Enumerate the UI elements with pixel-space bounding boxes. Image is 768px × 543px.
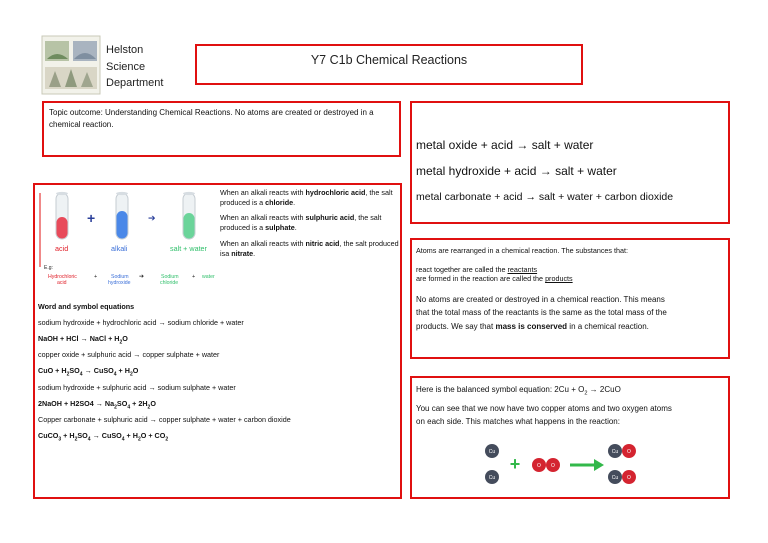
mass-paragraph-end-post: in a chemical reaction. (567, 321, 649, 331)
acid-name: sulphuric acid (305, 213, 355, 223)
alkali-text-pre: When an alkali reacts with (220, 213, 306, 223)
general-equation-3: metal carbonate + acid → salt + water + carbon dioxide (416, 191, 674, 203)
balanced-explain-line: You can see that we now have two copper atoms and two oxygen atoms (416, 404, 672, 414)
acid-name: nitric acid (305, 238, 340, 248)
example-arrow: ➔ (139, 273, 145, 280)
example-hydrochloric-acid: Hydrochloric acid (48, 274, 77, 286)
products-line (416, 274, 724, 284)
oxygen-atom-label: O (627, 474, 631, 481)
test-tube-diagram (37, 189, 247, 293)
example-sodium-hydroxide: Sodium hydroxide (108, 274, 131, 286)
equation-line: Copper carbonate + sulphuric acid → copper sulphate + water + carbon dioxide (38, 414, 291, 424)
copper-atom-label: Cu (488, 448, 496, 455)
word-symbol-heading-text: Word and symbol equations (38, 302, 135, 311)
dept-line-2: Science (106, 60, 146, 73)
equation-line: sodium hydroxide + hydrochloric acid → sodium chloride + water (38, 318, 244, 328)
reaction-arrow-icon (570, 459, 604, 471)
alkali-reaction-nitric (220, 239, 400, 258)
copper-atom-label: Cu (611, 448, 619, 455)
page-title: Y7 C1b Chemical Reactions (310, 53, 468, 67)
atom-reaction-svg (478, 440, 648, 490)
mass-paragraph-end-pre: products. We say that (416, 321, 496, 331)
alkali-text-post: . (293, 197, 296, 207)
alkali-reaction-hydrochloric (220, 188, 400, 207)
tube-plus-sign: + (87, 210, 96, 226)
salt-water-liquid (184, 213, 195, 239)
equation-line: NaOH + HCl → NaCl + $H_2O$ (38, 334, 128, 346)
reactants-line (416, 265, 724, 275)
example-sodium-chloride: Sodium chloride (160, 274, 179, 286)
dept-line-3: Department (106, 77, 164, 89)
mass-conservation-paragraph (416, 293, 724, 333)
alkali-text-pre: When an alkali reacts with (220, 238, 306, 248)
salt-name: sulphate (265, 223, 295, 233)
mass-paragraph-line: No atoms are created or destroyed in a chemical reaction. This means (416, 295, 665, 305)
dept-line-1: Helston (106, 44, 144, 56)
word-symbol-heading (38, 302, 398, 312)
alkali-label: alkali (111, 244, 128, 253)
topic-outcome-text: Topic outcome: Understanding Chemical Reactions. No atoms are created or destroyed in a chemical reaction. (49, 108, 374, 129)
acid-liquid (57, 217, 68, 239)
reactants-term: reactants (507, 264, 538, 274)
salt-water-label: salt + water (170, 244, 207, 253)
alkali-liquid (117, 211, 128, 239)
oxygen-atom-label: O (551, 462, 555, 469)
acid-name: hydrochloric acid (305, 188, 366, 197)
alkali-text-mid: , the salt produced isa (220, 238, 399, 258)
example-water: water (202, 274, 215, 280)
neutralisation-box (33, 183, 402, 499)
copper-atom-label: Cu (488, 474, 496, 481)
alkali-text-post: . (253, 248, 256, 258)
title-box (195, 44, 583, 85)
acid-tube (56, 192, 68, 239)
balanced-equation-line: Here is the balanced symbol equation: $2Cu + O_2 \to 2CuO$ (416, 385, 621, 397)
equation-line: sodium hydroxide + sulphuric acid → sodium sulphate + water (38, 382, 236, 392)
products-term: products (545, 274, 573, 284)
products-line-text: are formed in the reaction are called the (416, 274, 546, 284)
example-plus-1: + (94, 274, 98, 280)
oxygen-atom-label: O (537, 462, 541, 469)
mass-paragraph-line: that the total mass of the reactants is the same as the total mass of the (416, 308, 667, 318)
department-name (106, 42, 163, 92)
salt-name: nitrate (231, 248, 254, 258)
alkali-reactions-text (220, 188, 400, 264)
equation-line: copper oxide + sulphuric acid → copper sulphate + water (38, 350, 220, 360)
reaction-plus-sign: + (509, 454, 521, 474)
atoms-intro: Atoms are rearranged in a chemical reaction. The substances that: (416, 246, 629, 255)
mass-paragraph-line (416, 320, 724, 333)
copper-atom-label: Cu (611, 474, 619, 481)
equation-line: CuO + $H_2SO_4$ → CuSO$_4$ + $H_2O$ (38, 366, 139, 378)
alkali-tube (116, 192, 128, 239)
general-equation-1: metal oxide + acid → salt + water (416, 138, 594, 152)
balanced-explain-line: on each side. This matches what happens in the reaction: (416, 416, 620, 426)
alkali-text-pre: When an alkali reacts with (220, 188, 306, 197)
equation-line: CuCO$_3$ + $H_2SO_4$ → CuSO$_4$ + $H_2O + CO_2$ (38, 430, 169, 443)
test-tube-svg (37, 189, 247, 293)
alkali-text-post: . (294, 223, 297, 233)
alkali-text-mid: , the salt produced is a (220, 188, 393, 207)
oxygen-atom-label: O (627, 448, 631, 455)
reactants-line-text: react together are called the (416, 264, 508, 274)
mass-conserved-term: mass is conserved (495, 321, 568, 331)
alkali-reaction-sulphuric (220, 213, 400, 232)
topic-outcome-box (42, 101, 401, 157)
acid-label: acid (55, 244, 69, 253)
general-equations-box (410, 101, 730, 224)
atom-reaction-diagram (478, 440, 648, 490)
general-equation-2: metal hydroxide + acid → salt + water (416, 164, 617, 178)
salt-water-tube (183, 192, 195, 239)
example-label: E.g: (44, 265, 53, 271)
school-logo (41, 35, 101, 95)
tube-arrow: ➔ (148, 214, 156, 224)
equation-line: 2NaOH + $H2SO4 \to Na_2SO_4 + 2H_2O$ (38, 398, 156, 411)
word-symbol-equations (38, 302, 398, 447)
alkali-text-mid: , the salt produced is a (220, 213, 382, 233)
salt-name: chloride (265, 197, 294, 207)
balanced-equation-box (410, 376, 730, 499)
atoms-rearranged-box (410, 238, 730, 359)
example-plus-2: + (192, 274, 196, 280)
